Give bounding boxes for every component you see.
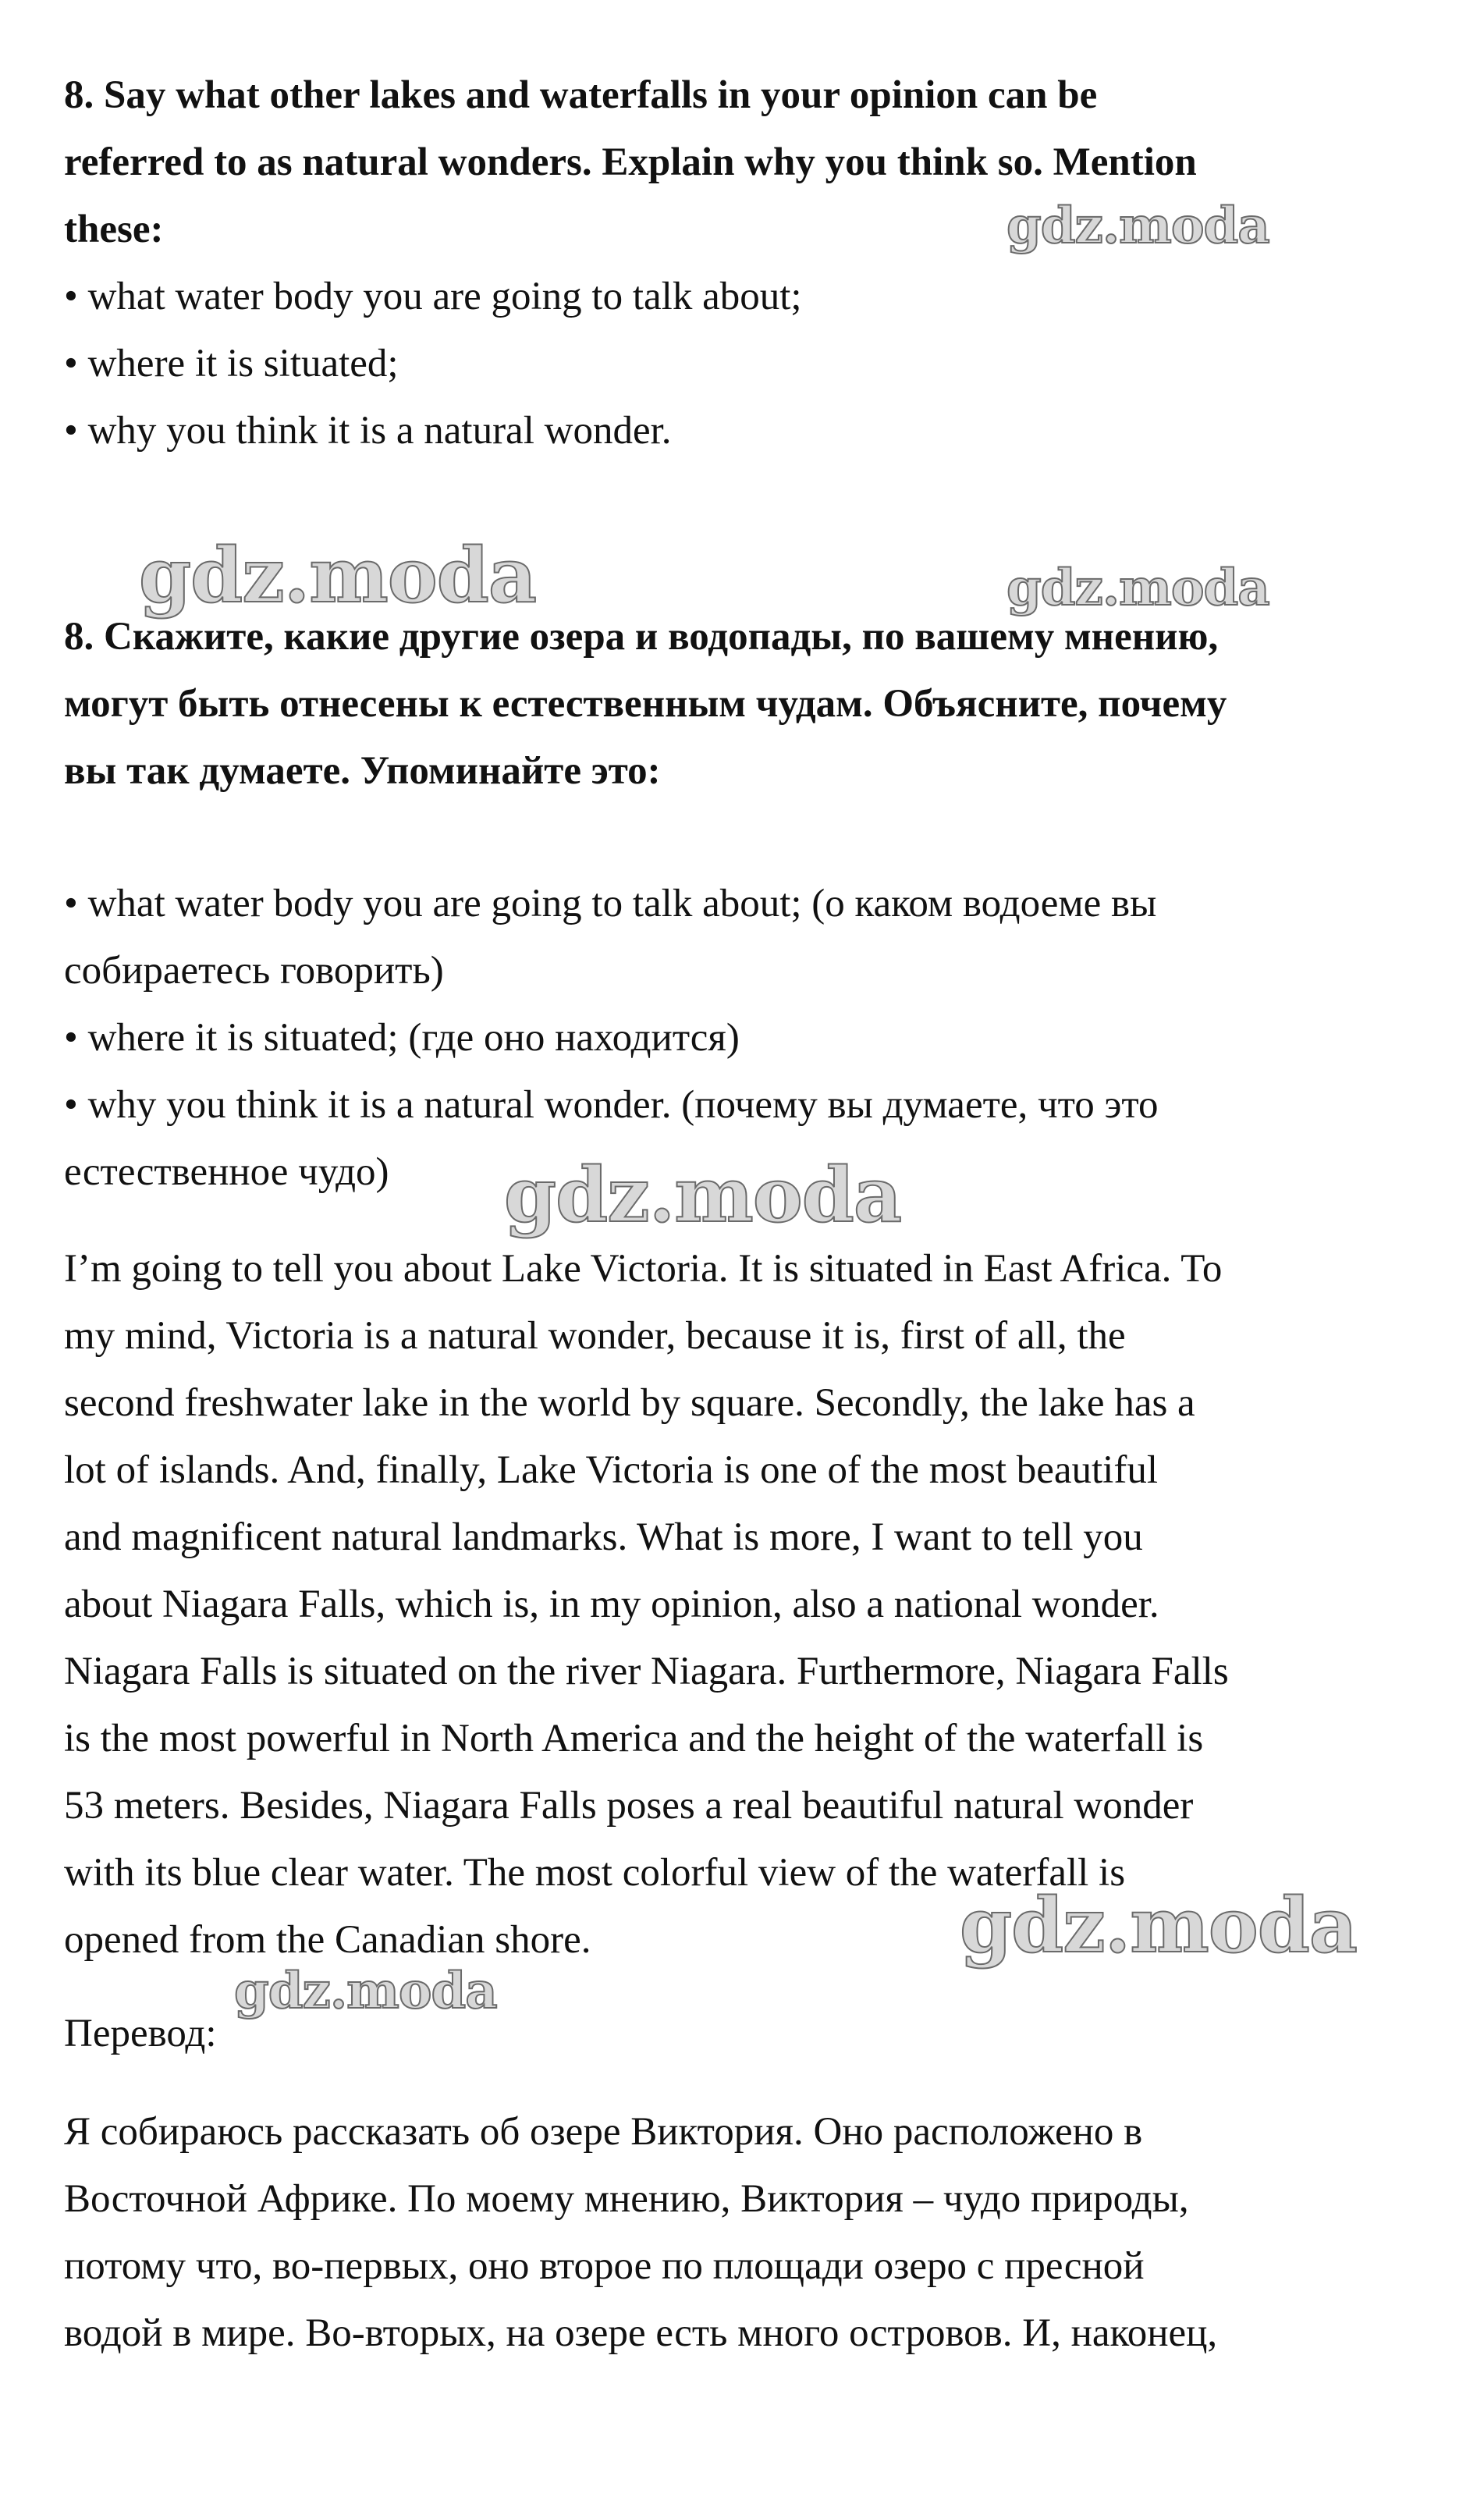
answer-line-3: second freshwater lake in the world by square. Secondly, the lake has a (64, 1381, 1195, 1425)
task-ru-bullet-2: • where it is situated; (где оно находится) (64, 1016, 740, 1060)
task-en-line-1: 8. Say what other lakes and waterfalls in your opinion can be (64, 73, 1098, 117)
answer-line-6: about Niagara Falls, which is, in my opinion, also a national wonder. (64, 1583, 1159, 1626)
task-en-line-3: these: (64, 208, 164, 251)
task-en-bullet-2: • where it is situated; (64, 342, 399, 385)
answer-line-2: my mind, Victoria is a natural wonder, because it is, first of all, the (64, 1314, 1126, 1358)
watermark-logo: gdz.moda (139, 531, 537, 620)
task-ru-bullet-3-cont: естественное чудо) (64, 1150, 389, 1194)
answer-line-5: and magnificent natural landmarks. What is more, I want to tell you (64, 1515, 1143, 1559)
answer-line-11: opened from the Canadian shore. (64, 1918, 591, 1962)
translation-line-3: потому что, во-первых, оно второе по площади озеро с пресной (64, 2244, 1145, 2288)
task-ru-line-1: 8. Скажите, какие другие озера и водопады, по вашему мнению, (64, 615, 1219, 659)
answer-line-4: lot of islands. And, finally, Lake Victoria is one of the most beautiful (64, 1448, 1159, 1492)
watermark-logo: gdz.moda (1006, 197, 1269, 255)
watermark-logo: gdz.moda (960, 1881, 1358, 1970)
answer-line-10: with its blue clear water. The most colorful view of the waterfall is (64, 1851, 1126, 1895)
answer-line-9: 53 meters. Besides, Niagara Falls poses a real beautiful natural wonder (64, 1784, 1194, 1828)
answer-line-8: is the most powerful in North America and the height of the waterfall is (64, 1717, 1204, 1760)
task-ru-bullet-1-cont: собираетесь говорить) (64, 949, 444, 993)
task-en-bullet-1: • what water body you are going to talk about; (64, 275, 802, 318)
translation-line-1: Я собираюсь рассказать об озере Виктория. Оно расположено в (64, 2110, 1143, 2154)
watermark-logo: gdz.moda (234, 1962, 497, 2020)
task-en-bullet-3: • why you think it is a natural wonder. (64, 409, 672, 453)
watermark-logo: gdz.moda (1006, 559, 1269, 617)
task-ru-line-2: могут быть отнесены к естественным чудам. Объясните, почему (64, 682, 1227, 726)
answer-line-1: I’m going to tell you about Lake Victoria. It is situated in East Africa. To (64, 1247, 1223, 1291)
task-ru-bullet-3: • why you think it is a natural wonder. (почему вы думаете, что это (64, 1083, 1159, 1127)
translation-line-4: водой в мире. Во-вторых, на озере есть много островов. И, наконец, (64, 2311, 1218, 2355)
task-en-line-2: referred to as natural wonders. Explain why you think so. Mention (64, 140, 1197, 184)
answer-line-7: Niagara Falls is situated on the river Niagara. Furthermore, Niagara Falls (64, 1650, 1229, 1693)
task-ru-line-3: вы так думаете. Упоминайте это: (64, 749, 661, 793)
translation-line-2: Восточной Африке. По моему мнению, Виктория – чудо природы, (64, 2177, 1189, 2221)
watermark-logo: gdz.moda (504, 1151, 902, 1239)
translation-heading: Перевод: (64, 2012, 217, 2055)
task-ru-bullet-1: • what water body you are going to talk about; (о каком водоеме вы (64, 882, 1157, 925)
